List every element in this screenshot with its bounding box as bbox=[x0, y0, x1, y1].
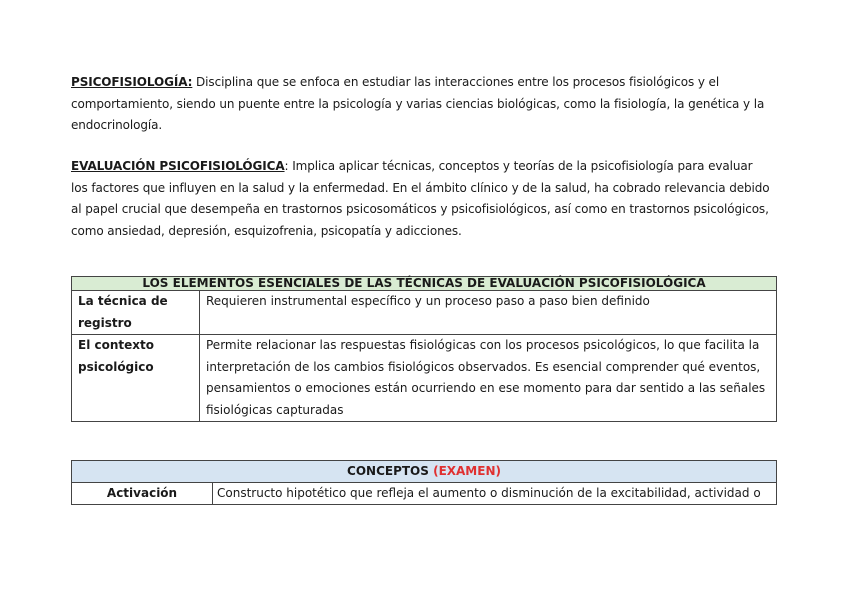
elementos-table bbox=[71, 276, 777, 422]
elementos-table-header: LOS ELEMENTOS ESENCIALES DE LAS TÉCNICAS DE EVALUACIÓN PSICOFISIOLÓGICA bbox=[72, 277, 777, 291]
row-description: Permite relacionar las respuestas fisiológicas con los procesos psicológicos, lo que facilita la interpretación de los cambios fisiológicos observados. Es esencial comprender qué eventos, pensamientos o emociones están ocurriendo en ese momento para dar sentido a las señales fisiológicas capturadas bbox=[200, 335, 777, 422]
evaluacion-term: EVALUACIÓN PSICOFISIOLÓGICA bbox=[71, 159, 285, 173]
conceptos-table-header bbox=[72, 461, 777, 483]
evaluacion-definition: : Implica aplicar técnicas, conceptos y teorías de la psicofisiología para evaluar los factores que influyen en la salud y la enfermedad. En el ámbito clínico y de la salud, ha cobrado relevancia debido al papel crucial que desempeña en trastornos psicosomáticos y psicofisiológicos, así como en trastornos psicológicos, como ansiedad, depresión, esquizofrenia, psicopatía y adicciones. bbox=[71, 159, 770, 238]
evaluacion-paragraph bbox=[71, 156, 771, 242]
row-label: La técnica de registro bbox=[72, 291, 200, 335]
table-row bbox=[72, 483, 777, 505]
row-label: El contexto psicológico bbox=[72, 335, 200, 422]
conceptos-title: CONCEPTOS bbox=[347, 464, 434, 478]
row-description: Requieren instrumental específico y un proceso paso a paso bien definido bbox=[200, 291, 777, 335]
examen-highlight: (EXAMEN) bbox=[433, 464, 501, 478]
psicofisiologia-term: PSICOFISIOLOGÍA: bbox=[71, 75, 193, 89]
row-label: Activación bbox=[72, 483, 213, 505]
conceptos-table bbox=[71, 460, 777, 505]
row-description: Constructo hipotético que refleja el aumento o disminución de la excitabilidad, actividad o bbox=[213, 483, 777, 505]
table-row bbox=[72, 291, 777, 335]
table-row bbox=[72, 335, 777, 422]
psicofisiologia-paragraph bbox=[71, 72, 771, 137]
psicofisiologia-definition: Disciplina que se enfoca en estudiar las interacciones entre los procesos fisiológicos y el comportamiento, siendo un puente entre la psicología y varias ciencias biológicas, como la fisiología, la genética y la endocrinología. bbox=[71, 75, 765, 132]
